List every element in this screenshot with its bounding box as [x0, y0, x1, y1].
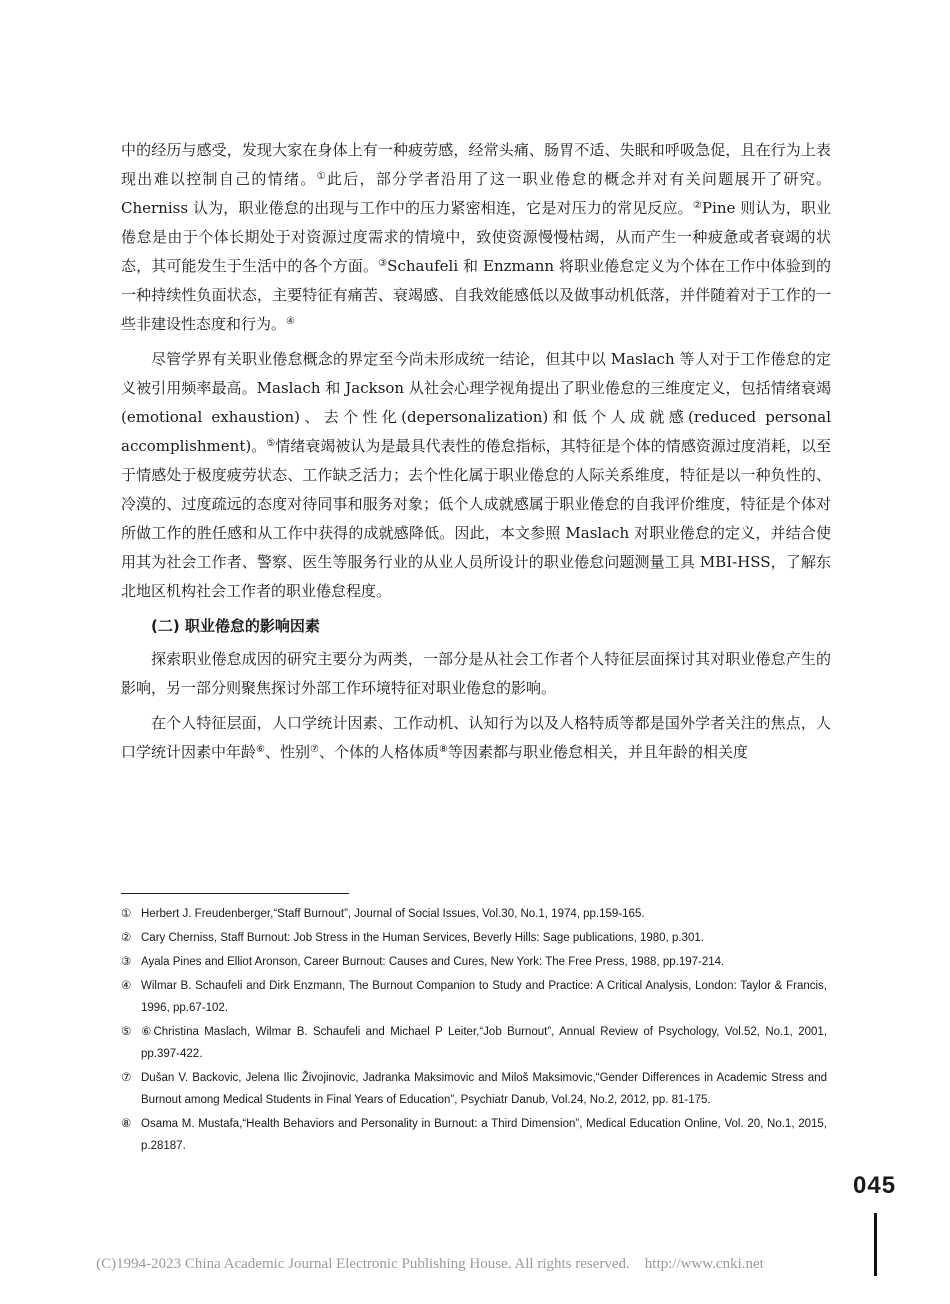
footnote-ref-4[interactable]: ④	[286, 316, 295, 327]
footnote-item	[121, 1113, 827, 1157]
paragraph-1	[121, 136, 831, 339]
footnote-ref-7[interactable]: ⑦	[310, 744, 319, 755]
footnote-ref-2[interactable]: ②	[692, 200, 702, 211]
paragraph-text: Pine 则认为，职业倦怠是由于个体长期处于对资源过度需求的情境中，致使资源慢慢枯竭，从而产生一种疲惫或者衰竭的状态，其可能发生于生活中的各个方面。	[121, 199, 832, 275]
page-number: 045	[853, 1172, 897, 1199]
footnote-ref-1[interactable]: ①	[316, 171, 327, 182]
footnote-item	[121, 975, 827, 1019]
paragraph-text: 、性别	[264, 743, 310, 761]
copyright-watermark: (C)1994-2023 China Academic Journal Electronic Publishing House. All rights reserved. http://www.cnki.net	[96, 1256, 764, 1272]
footnotes	[121, 903, 827, 1159]
footnote-text: Herbert J. Freudenberger,“Staff Burnout”, Journal of Social Issues, Vol.30, No.1, 1974, pp.159-165.	[141, 908, 645, 920]
footnote-ref-8[interactable]: ⑧	[438, 744, 448, 755]
page-number-bar	[874, 1213, 877, 1276]
footnote-mark: ③	[121, 956, 132, 968]
footnote-text: Dušan V. Backovic, Jelena Ilic Živojinovic, Jadranka Maksimovic and Miloš Maksimovic,“Gender Differences in Academic Stress and Burnout among Medical Students in Final Years of Education”, Psychiatr Danub, Vol.24, No.2, 2012, pp. 81-175.	[141, 1072, 827, 1106]
footnote-mark: ②	[121, 932, 132, 944]
footnote-ref-5[interactable]: ⑤	[266, 438, 276, 449]
footnote-item	[121, 951, 827, 973]
footnote-mark: ⑦	[121, 1072, 132, 1084]
paragraph-2	[121, 345, 831, 606]
footnote-ref-3[interactable]: ③	[378, 258, 388, 269]
footnote-divider	[121, 893, 349, 894]
paragraph-4	[121, 709, 831, 767]
paragraph-text: 在个人特征层面，人口学统计因素、工作动机、认知行为以及人格特质等都是国外学者关注的焦点，人口学统计因素中年龄	[121, 714, 831, 761]
paragraph-text: 、个体的人格体质	[318, 743, 439, 761]
footnote-item	[121, 927, 827, 949]
footnote-text: Cary Cherniss, Staff Burnout: Job Stress in the Human Services, Beverly Hills: Sage publications, 1980, p.301.	[141, 932, 704, 944]
paragraph-text: 此后，部分学者沿用了这一职业倦怠的概念并对有关问题展开了研究。Cherniss 认为，职业倦怠的出现与工作中的压力紧密相连，它是对压力的常见反应。	[121, 170, 831, 217]
footnote-mark: ⑤	[121, 1026, 132, 1038]
article-body	[121, 136, 831, 767]
footnote-mark: ④	[121, 980, 132, 992]
paragraph-text: Schaufeli 和 Enzmann 将职业倦怠定义为个体在工作中体验到的一种持续性负面状态，主要特征有痛苦、衰竭感、自我效能感低以及做事动机低落，并伴随着对于工作的一些非建设性态度和行为。	[121, 257, 831, 333]
footnote-mark: ①	[121, 908, 132, 920]
paragraph-3: 探索职业倦怠成因的研究主要分为两类，一部分是从社会工作者个人特征层面探讨其对职业倦怠产生的影响，另一部分则聚焦探讨外部工作环境特征对职业倦怠的影响。	[121, 650, 831, 697]
paragraph-text: 等因素都与职业倦怠相关，并且年龄的相关度	[447, 743, 748, 761]
footnote-text: ⑥Christina Maslach, Wilmar B. Schaufeli and Michael P Leiter,“Job Burnout”, Annual Review of Psychology, Vol.52, No.1, 2001, pp.397-422.	[141, 1026, 827, 1060]
footnote-ref-6[interactable]: ⑥	[256, 744, 265, 755]
paragraph-text: 情绪衰竭被认为是最具代表性的倦怠指标，其特征是个体的情感资源过度消耗，以至于情感处于极度疲劳状态、工作缺乏活力；去个性化属于职业倦怠的人际关系维度，特征是以一种负性的、冷漠的、过度疏远的态度对待同事和服务对象；低个人成就感属于职业倦怠的自我评价维度，特征是个体对所做工作的胜任感和从工作中获得的成就感降低。因此，本文参照 Maslach 对职业倦怠的定义，并结合使用其为社会工作者、警察、医生等服务行业的从业人员所设计的职业倦怠问题测量工具 MBI-HSS，了解东北地区机构社会工作者的职业倦怠程度。	[121, 437, 832, 600]
footnote-item	[121, 1067, 827, 1111]
footnote-text: Ayala Pines and Elliot Aronson, Career Burnout: Causes and Cures, New York: The Free Press, 1988, pp.197-214.	[141, 956, 725, 968]
section-heading: (二) 职业倦怠的影响因素	[151, 617, 320, 635]
paragraph-text: 中的经历与感受，发现大家在身体上有一种疲劳感，经常头痛、肠胃不适、失眠和呼吸急促，且在行为上表现出难以控制自己的情绪。	[121, 141, 831, 188]
paragraph-text: 尽管学界有关职业倦怠概念的界定至今尚未形成统一结论，但其中以 Maslach 等人对于工作倦怠的定义被引用频率最高。Maslach 和 Jackson 从社会心理学视角提出了职业倦怠的三维度定义，包括情绪衰竭(emotional exhaustion)、去个性化(depersonalization)和低个人成就感(reduced personal accomplishment)。	[121, 350, 831, 455]
footnote-text: Osama M. Mustafa,“Health Behaviors and Personality in Burnout: a Third Dimension”, Medical Education Online, Vol. 20, No.1, 2015, p.28187.	[141, 1118, 827, 1152]
footnote-item	[121, 903, 827, 925]
footnote-mark: ⑧	[121, 1118, 132, 1130]
footnote-item	[121, 1021, 827, 1065]
footnote-text: Wilmar B. Schaufeli and Dirk Enzmann, The Burnout Companion to Study and Practice: A Critical Analysis, London: Taylor & Francis, 1996, pp.67-102.	[141, 980, 827, 1014]
